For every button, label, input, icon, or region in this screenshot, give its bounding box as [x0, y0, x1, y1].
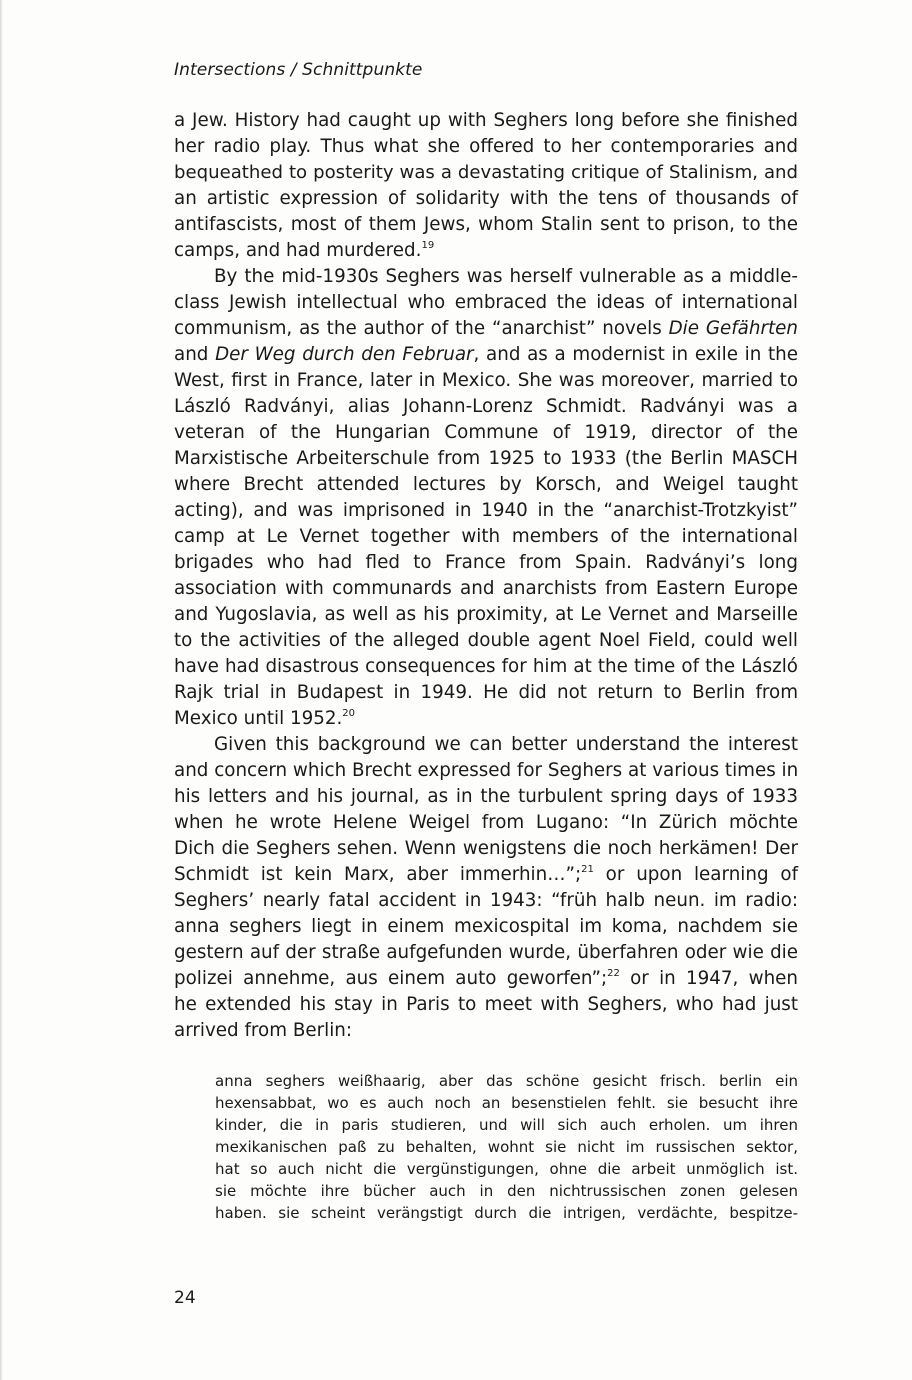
text-run: or upon learning of — [593, 864, 799, 885]
text-line — [174, 966, 798, 992]
text-line: anna seghers liegt in einem mexicospital im koma, nachdem sie — [174, 916, 798, 937]
text-line: arrived from Berlin: — [174, 1020, 353, 1041]
quote-line: kinder, die in paris studieren, und will sich auch erholen. um ihren — [215, 1116, 798, 1134]
text-line: have had disastrous consequences for him at the time of the László — [174, 656, 798, 677]
text-run: Mexico until 1952. — [174, 708, 343, 729]
text-line: Rajk trial in Budapest in 1949. He did not return to Berlin from — [174, 682, 798, 703]
paragraph-start: Given this background we can better understand the interest — [214, 734, 798, 755]
quote-line: hexensabbat, wo es auch noch an besenstielen fehlt. sie besucht ihre — [215, 1094, 798, 1112]
text-line: his letters and his journal, as in the turbulent spring days of 1933 — [174, 786, 798, 807]
text-run: and — [174, 344, 216, 365]
text-line: László Radványi, alias Johann-Lorenz Schmidt. Radványi was a — [174, 396, 798, 417]
book-title: Der Weg durch den Februar — [215, 344, 474, 365]
footnote-ref-22: 22 — [607, 968, 620, 979]
text-line: antifascists, most of them Jews, whom Stalin sent to prison, to the — [174, 214, 798, 235]
text-line: an artistic expression of solidarity with the tens of thousands of — [174, 188, 798, 209]
paragraph-start: By the mid-1930s Seghers was herself vulnerable as a middle- — [214, 266, 798, 287]
text-line: West, first in France, later in Mexico. She was moreover, married to — [174, 370, 798, 391]
text-run: camps, and had murdered. — [174, 240, 422, 261]
quote-line: anna seghers weißhaarig, aber das schöne gesicht frisch. berlin ein — [215, 1072, 798, 1090]
text-line: association with communards and anarchists from Eastern Europe — [174, 578, 798, 599]
text-line — [174, 238, 798, 264]
scan-edge — [0, 0, 3, 1380]
text-line: and Yugoslavia, as well as his proximity, at Le Vernet and Marseille — [174, 604, 798, 625]
text-line: he extended his stay in Paris to meet with Seghers, who had just — [174, 994, 798, 1015]
book-title: Die Gefährten — [668, 318, 798, 339]
text-line: Marxistische Arbeiterschule from 1925 to 1933 (the Berlin MASCH — [174, 448, 798, 469]
text-line: her radio play. Thus what she offered to her contemporaries and — [174, 136, 798, 157]
block-quote — [215, 1070, 798, 1224]
text-line: bequeathed to posterity was a devastating critique of Stalinism, and — [174, 162, 798, 183]
text-line: to the activities of the alleged double agent Noel Field, could well — [174, 630, 798, 651]
quote-line: mexikanischen paß zu behalten, wohnt sie nicht im russischen sektor, — [215, 1138, 798, 1156]
text-line: class Jewish intellectual who embraced the ideas of international — [174, 292, 798, 313]
text-line: brigades who had fled to France from Spain. Radványi’s long — [174, 552, 798, 573]
text-run: polizei annehme, aus einem auto geworfen”; — [174, 968, 608, 989]
text-line: camp at Le Vernet together with members of the international — [174, 526, 798, 547]
page-number: 24 — [174, 1288, 196, 1308]
quote-line: sie möchte ihre bücher auch in den nichtrussischen zonen gelesen — [215, 1182, 798, 1200]
text-line: gestern auf der straße aufgefunden wurde, überfahren oder wie die — [174, 942, 798, 963]
text-run: communism, as the author of the “anarchist” novels — [174, 318, 669, 339]
text-line — [174, 862, 798, 888]
text-run: or in 1947, when — [619, 968, 799, 989]
quote-line: hat so auch nicht die vergünstigungen, ohne die arbeit unmöglich ist. — [215, 1160, 798, 1178]
text-line: Dich die Seghers sehen. Wenn wenigstens die noch herkämen! Der — [174, 838, 798, 859]
text-line: where Brecht attended lectures by Korsch, and Weigel taught — [174, 474, 798, 495]
text-line: and concern which Brecht expressed for Seghers at various times in — [174, 760, 799, 781]
footnote-ref-21: 21 — [581, 864, 594, 875]
text-line — [174, 706, 798, 732]
text-line: Seghers’ nearly fatal accident in 1943: “früh halb neun. im radio: — [174, 890, 798, 911]
text-line: when he wrote Helene Weigel from Lugano: “In Zürich möchte — [174, 812, 798, 833]
quote-line: haben. sie scheint verängstigt durch die intrigen, verdächte, bespitze- — [215, 1204, 798, 1222]
text-line — [174, 342, 798, 368]
text-line: veteran of the Hungarian Commune of 1919, director of the — [174, 422, 798, 443]
text-line: a Jew. History had caught up with Seghers long before she finished — [174, 110, 798, 131]
text-line — [174, 316, 798, 342]
main-text — [174, 108, 798, 1044]
text-run: Schmidt ist kein Marx, aber immerhin…”; — [174, 864, 582, 885]
text-run: , and as a modernist in exile in the — [473, 344, 798, 365]
text-line: acting), and was imprisoned in 1940 in the “anarchist-Trotzkyist” — [174, 500, 798, 521]
running-head: Intersections / Schnittpunkte — [174, 60, 423, 80]
footnote-ref-19: 19 — [421, 240, 435, 251]
footnote-ref-20: 20 — [342, 708, 356, 719]
